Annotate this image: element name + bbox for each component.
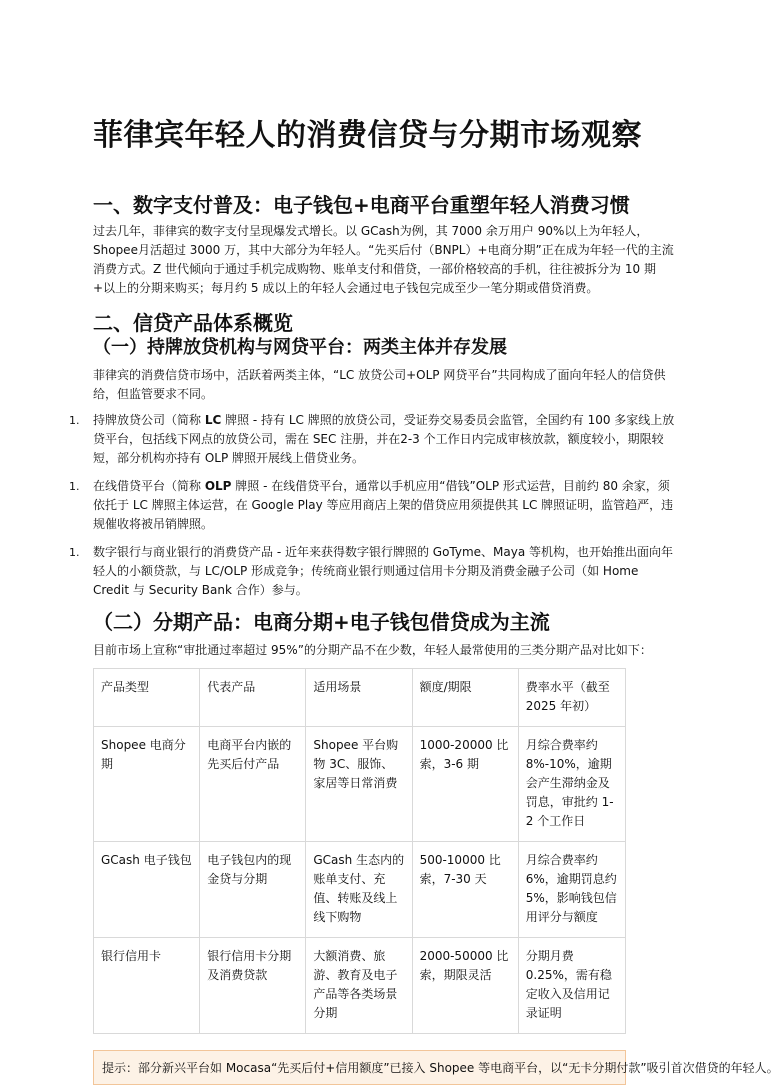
section-2-heading: 二、信贷产品体系概览	[93, 311, 293, 335]
list-item-bold-term: OLP	[204, 479, 232, 493]
section-1-heading: 一、数字支付普及：电子钱包+电商平台重塑年轻人消费习惯	[93, 193, 630, 217]
table-cell: 分期月费 0.25%，需有稳定收入及信用记录证明	[518, 938, 625, 1034]
table-cell: 1000-20000 比索，3-6 期	[412, 727, 518, 842]
section-3-lead-paragraph: 目前市场上宣称“审批通过率超过 95%”的分期产品不在少数，年轻人最常使用的三类分期产品对比如下：	[93, 643, 652, 657]
section-2-lead-paragraph: 菲律宾的消费信贷市场中，活跃着两类主体，“LC 放贷公司+OLP 网贷平台”共同构成了面向年轻人的信贷供给，但监管要求不同。	[93, 368, 666, 401]
document-content	[69, 118, 779, 1085]
list-item-number: 1.	[69, 546, 80, 559]
table-cell: 电子钱包内的现金贷与分期	[200, 842, 306, 938]
table-cell: Shopee 电商分期	[94, 727, 200, 842]
table-header-cell: 适用场景	[306, 669, 412, 727]
table-cell: Shopee 平台购物 3C、服饰、家居等日常消费	[306, 727, 412, 842]
table-header-cell: 代表产品	[200, 669, 306, 727]
list-item-text: 持牌放贷公司（简称	[93, 413, 205, 427]
table-header-cell: 产品类型	[94, 669, 200, 727]
section-3-heading: （二）分期产品：电商分期+电子钱包借贷成为主流	[93, 610, 550, 634]
table-cell: 电商平台内嵌的先买后付产品	[200, 727, 306, 842]
document-title: 菲律宾年轻人的消费信贷与分期市场观察	[93, 118, 642, 153]
table-header-row	[94, 669, 626, 727]
table-cell: 月综合费率约 8%-10%，逾期会产生滞纳金及罚息，审批约 1-2 个工作日	[518, 727, 625, 842]
list-item-bold-term: LC	[204, 413, 222, 427]
list-item	[69, 477, 675, 534]
table-cell: 月综合费率约 6%，逾期罚息约 5%，影响钱包信用评分与额度	[518, 842, 625, 938]
section-1-paragraph: 过去几年，菲律宾的数字支付呈现爆发式增长。以 GCash为例，其 7000 余万用户 90%以上为年轻人，Shopee月活超过 3000 万，其中大部分为年轻人。“先买后付（BNPL）+电商分期”正在成为年轻一代的主流消费方式。Z 世代倾向于通过手机完成购物、账单支付和借贷，一部价格较高的手机，往往被拆分为 10 期+以上的分期来购买；每月约 5 成以上的年轻人会通过电子钱包完成至少一笔分期或借贷消费。	[93, 224, 674, 295]
table-cell: 银行信用卡分期及消费贷款	[200, 938, 306, 1034]
list-item-text: 数字银行与商业银行的消费贷产品 - 近年来获得数字银行牌照的 GoTyme、Maya 等机构，也开始推出面向年轻人的小额贷款，与 LC/OLP 形成竞争；传统商业银行则通过信用卡分期及消费金融子公司（如 Home Credit 与 Security Bank 合作）参与。	[93, 545, 674, 597]
table-cell: GCash 生态内的账单支付、充值、转账及线上线下购物	[306, 842, 412, 938]
table-cell: 2000-50000 比索，期限灵活	[412, 938, 518, 1034]
list-item	[69, 411, 675, 468]
table-cell: 500-10000 比索，7-30 天	[412, 842, 518, 938]
table-cell: 银行信用卡	[94, 938, 200, 1034]
list-item-number: 1.	[69, 414, 80, 427]
section-2-subheading: （一）持牌放贷机构与网贷平台：两类主体并存发展	[93, 337, 507, 358]
comparison-table	[93, 668, 626, 1034]
table-cell: 大额消费、旅游、教育及电子产品等各类场景分期	[306, 938, 412, 1034]
list-item-text-cont: 牌照 - 持有 LC 牌照的放贷公司，受证券交易委员会监管，全国约有 100 多家线上放贷平台，包括线下网点的放贷公司，需在 SEC 注册，并在2-3 个工作日内完成审核放款，额度较小，期限较短，部分机构亦持有 OLP 牌照开展线上借贷业务。	[93, 413, 675, 465]
table-row	[94, 842, 626, 938]
list-item-text: 在线借贷平台（简称	[93, 479, 205, 493]
table-header-cell: 费率水平（截至 2025 年初）	[518, 669, 625, 727]
list-item-number: 1.	[69, 480, 80, 493]
lender-types-list	[69, 411, 675, 600]
table-header-cell: 额度/期限	[412, 669, 518, 727]
list-item-text-cont: 牌照 - 在线借贷平台，通常以手机应用“借钱”OLP 形式运营，目前约 80 余家，须依托于 LC 牌照主体运营，在 Google Play 等应用商店上架的借贷应用须提供其 LC 牌照证明，监管趋严，违规催收将被吊销牌照。	[93, 479, 674, 531]
list-item	[69, 543, 675, 600]
table-cell: GCash 电子钱包	[94, 842, 200, 938]
table-row	[94, 938, 626, 1034]
table-row	[94, 727, 626, 842]
callout-note: 提示：部分新兴平台如 Mocasa“先买后付+信用额度”已接入 Shopee 等电商平台，以“无卡分期付款”吸引首次借贷的年轻人。	[93, 1050, 626, 1085]
